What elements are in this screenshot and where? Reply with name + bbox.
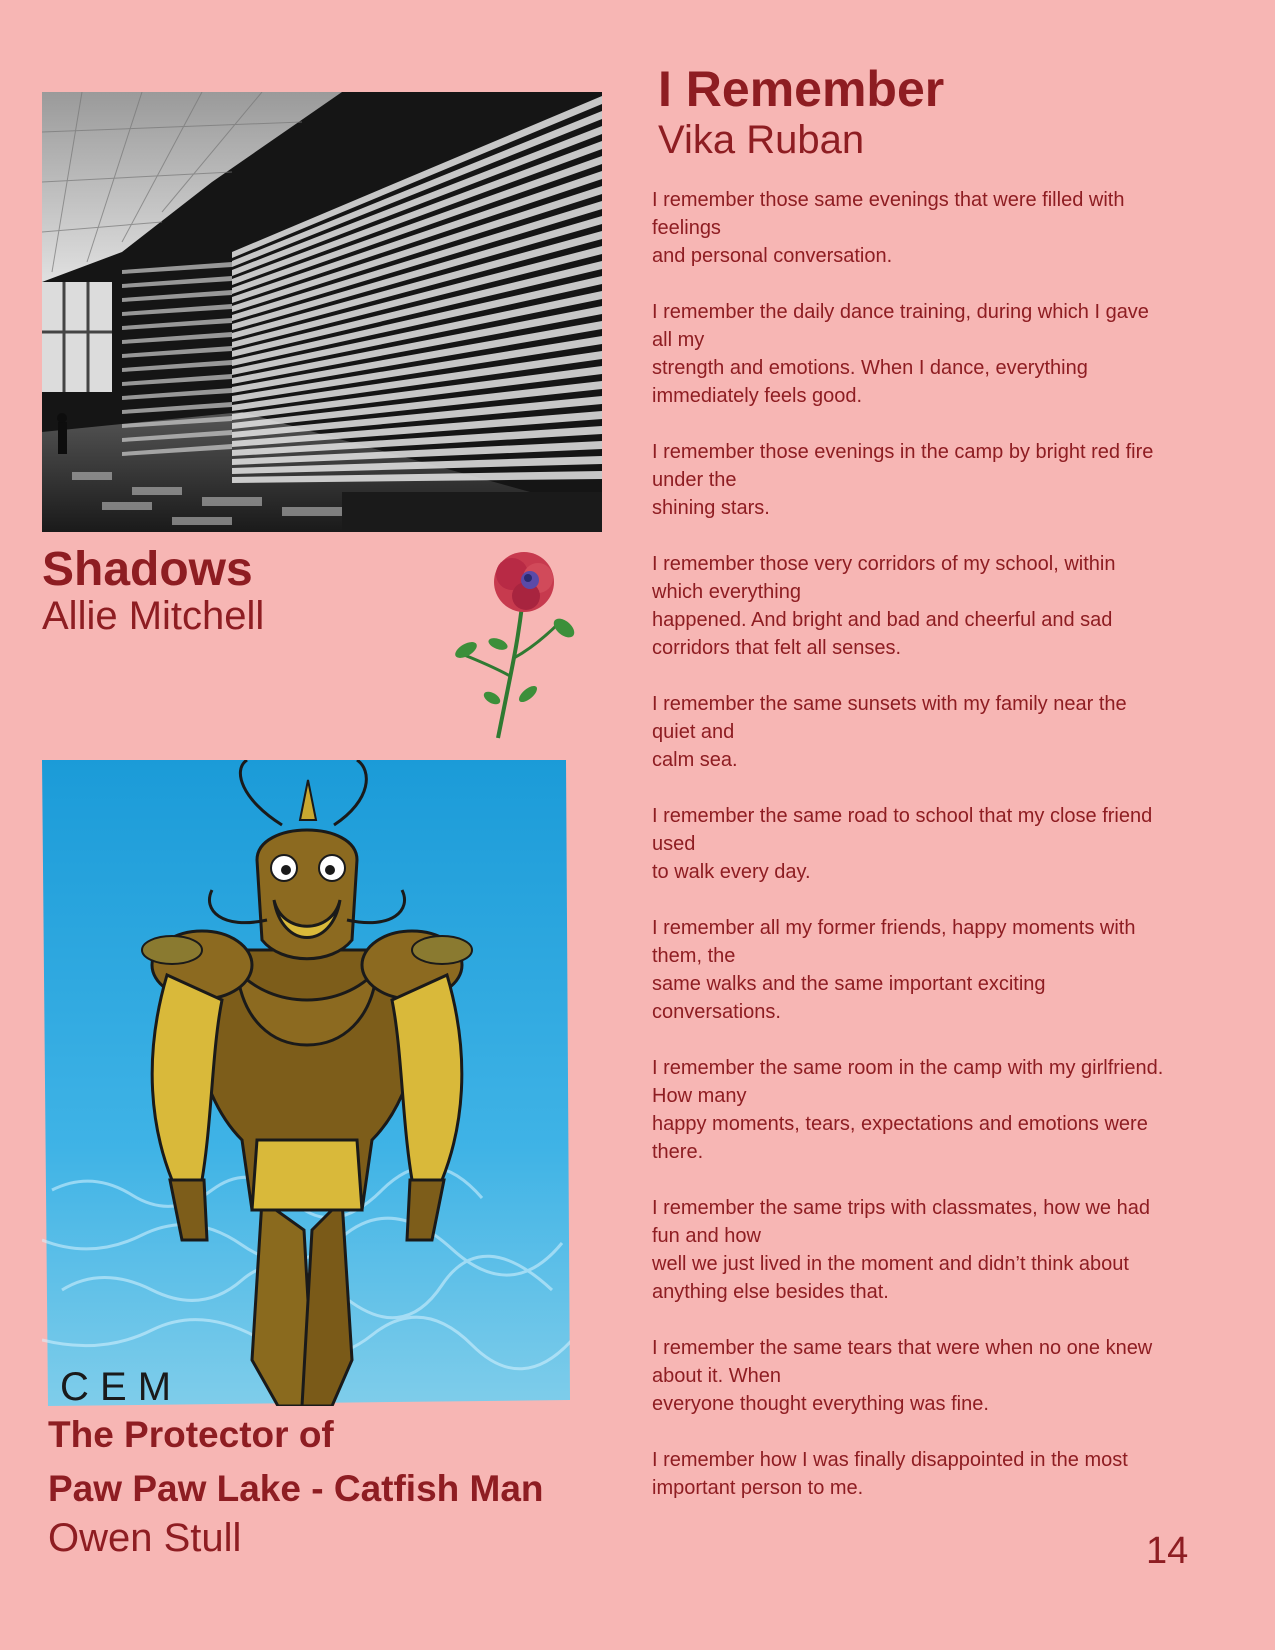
poem-line: there.: [652, 1141, 704, 1163]
poem-body: [652, 186, 1212, 1530]
page-number: 14: [1146, 1530, 1189, 1572]
poem-author: Vika Ruban: [658, 118, 865, 162]
poem-line: I remember those very corridors of my school, within: [652, 553, 1116, 575]
poem-stanza: [652, 438, 1212, 522]
poem-stanza: [652, 1054, 1212, 1166]
poem-line: I remember the same trips with classmates, how we had: [652, 1197, 1150, 1219]
shadows-photo: [42, 92, 602, 532]
poem-line: corridors that felt all senses.: [652, 637, 901, 659]
poem-line: I remember those same evenings that were filled with: [652, 189, 1125, 211]
poem-line: about it. When: [652, 1365, 781, 1387]
poem-line: to walk every day.: [652, 861, 811, 883]
poem-stanza: [652, 690, 1212, 774]
poem-line: happy moments, tears, expectations and emotions were: [652, 1113, 1148, 1135]
poem-stanza: [652, 186, 1212, 270]
poem-line: used: [652, 833, 696, 855]
poem-line: I remember the same sunsets with my family near the: [652, 693, 1127, 715]
artwork-author-shadows: Allie Mitchell: [42, 594, 265, 638]
artwork-title-shadows: Shadows: [42, 543, 253, 596]
poem-line: under the: [652, 469, 737, 491]
poem-line: I remember the same room in the camp with my girlfriend.: [652, 1057, 1164, 1079]
poem-line: which everything: [652, 581, 801, 603]
poem-stanza: [652, 1446, 1212, 1502]
poem-line: immediately feels good.: [652, 385, 863, 407]
poem-line: I remember how I was finally disappointed in the most: [652, 1449, 1128, 1471]
poem-line: strength and emotions. When I dance, everything: [652, 357, 1088, 379]
poem-title: I Remember: [658, 61, 945, 117]
poem-line: quiet and: [652, 721, 735, 743]
poem-line: feelings: [652, 217, 721, 239]
poem-stanza: [652, 802, 1212, 886]
rose-illustration: [452, 548, 582, 740]
poem-line: I remember the daily dance training, during which I gave: [652, 301, 1149, 323]
poem-stanza: [652, 298, 1212, 410]
poem-line: everyone thought everything was fine.: [652, 1393, 989, 1415]
poem-line: I remember the same road to school that my close friend: [652, 805, 1153, 827]
poem-stanza: [652, 1194, 1212, 1306]
artwork-author-catfish: Owen Stull: [48, 1516, 242, 1560]
poem-line: them, the: [652, 945, 736, 967]
poem-line: and personal conversation.: [652, 245, 893, 267]
poem-line: well we just lived in the moment and didn’t think about: [652, 1253, 1129, 1275]
poem-line: I remember those evenings in the camp by bright red fire: [652, 441, 1154, 463]
artwork-title-line-2: Paw Paw Lake - Catfish Man: [48, 1468, 544, 1509]
poem-line: I remember the same tears that were when no one knew: [652, 1337, 1153, 1359]
poem-line: fun and how: [652, 1225, 761, 1247]
poem-line: anything else besides that.: [652, 1281, 889, 1303]
poem-line: shining stars.: [652, 497, 770, 519]
poem-line: important person to me.: [652, 1477, 864, 1499]
illustration-signature: C E M: [60, 1365, 172, 1406]
poem-stanza: [652, 1334, 1212, 1418]
poem-line: all my: [652, 329, 705, 351]
poem-stanza: [652, 914, 1212, 1026]
poem-line: same walks and the same important exciting: [652, 973, 1046, 995]
poem-line: calm sea.: [652, 749, 738, 771]
poem-line: I remember all my former friends, happy moments with: [652, 917, 1136, 939]
poem-stanza: [652, 550, 1212, 662]
poem-line: How many: [652, 1085, 747, 1107]
poem-line: happened. And bright and bad and cheerful and sad: [652, 609, 1113, 631]
poem-line: conversations.: [652, 1001, 781, 1023]
artwork-title-line-1: The Protector of: [48, 1414, 334, 1455]
catfish-man-illustration: [42, 760, 570, 1406]
